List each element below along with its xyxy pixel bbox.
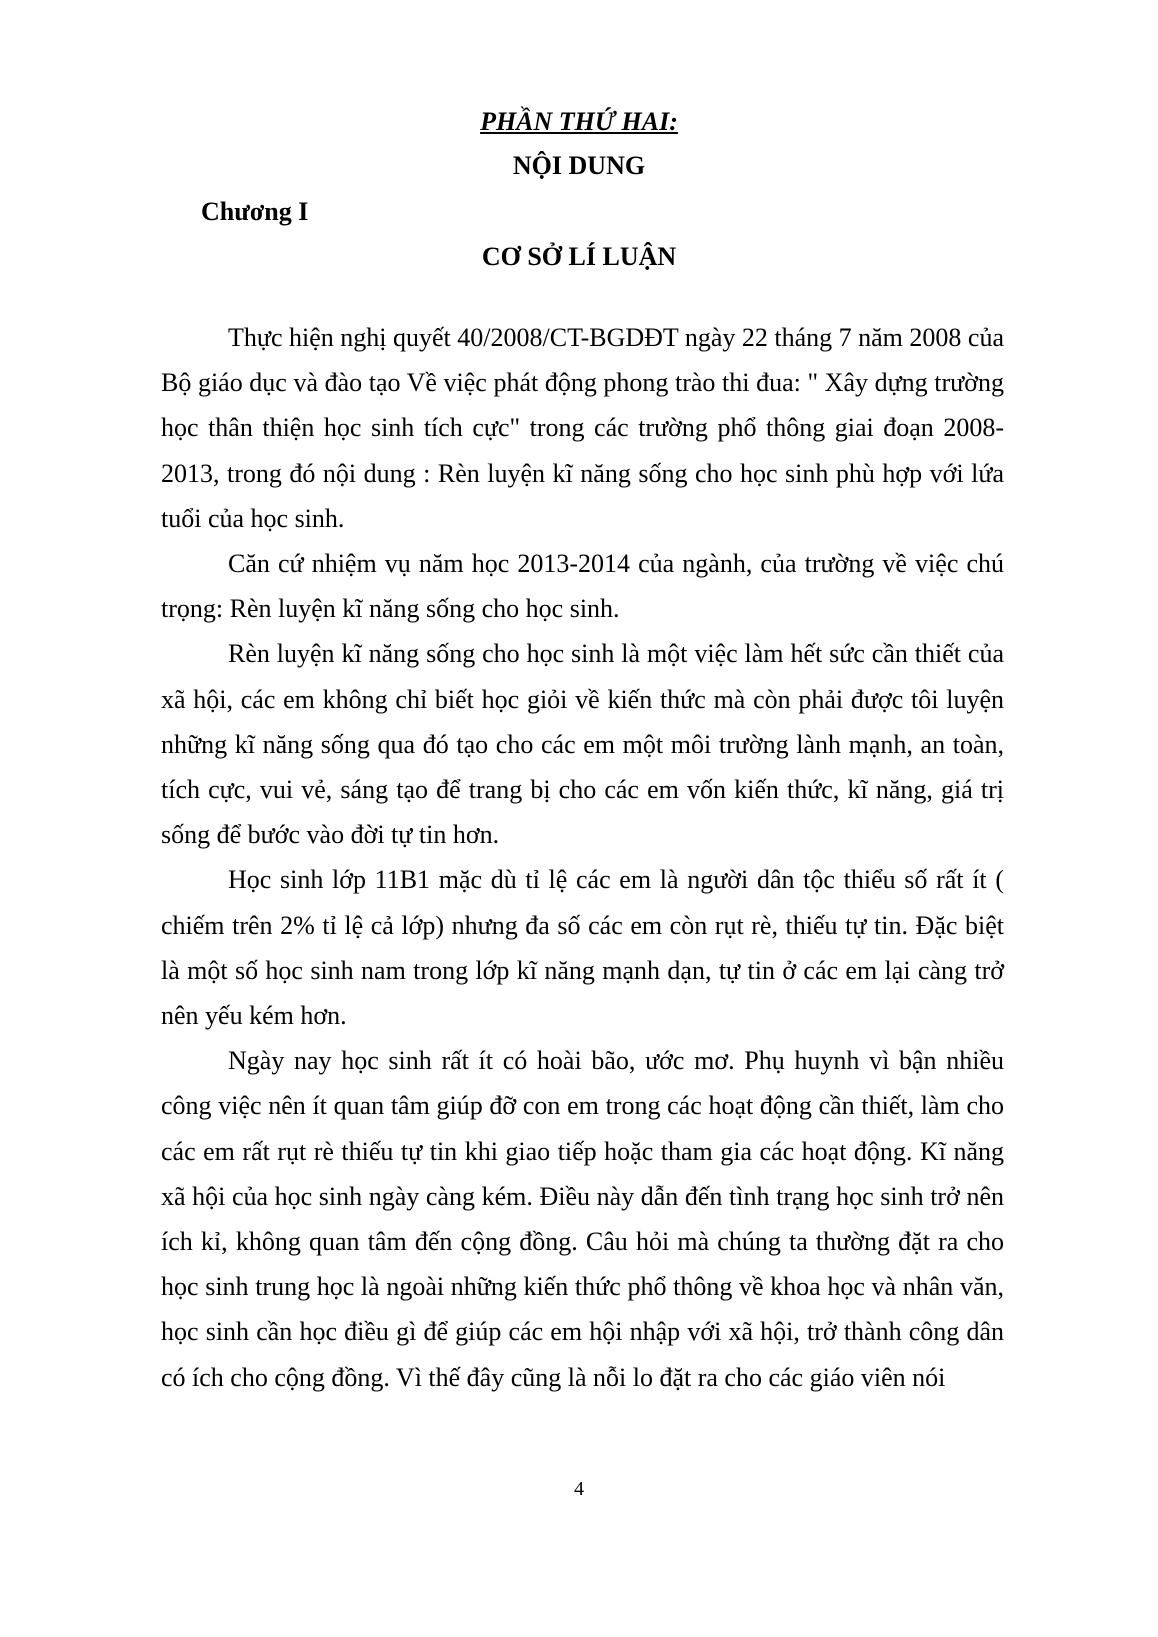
paragraph: Thực hiện nghị quyết 40/2008/CT-BGDĐT ngày 22 tháng 7 năm 2008 của Bộ giáo dục và đào tạo Về việc phát động phong trào thi đua: " Xây dựng trường học thân thiện học sinh tích cực" trong các trường phổ thông giai đoạn 2008-2013, trong đó nội dung : Rèn luyện kĩ năng sống cho học sinh phù hợp với lứa tuổi của học sinh. (161, 323, 1004, 533)
section-title: NỘI DUNG (512, 151, 646, 180)
body-text (161, 315, 1004, 1400)
paragraph: Căn cứ nhiệm vụ năm học 2013-2014 của ngành, của trường về việc chú trọng: Rèn luyện kĩ năng sống cho học sinh. (161, 549, 1004, 624)
chapter-title: CƠ SỞ LÍ LUẬN (481, 242, 677, 271)
part-title: PHẦN THỨ HAI: (480, 107, 678, 136)
chapter-heading: Chương I (201, 197, 309, 226)
page-number: 4 (574, 1478, 584, 1500)
paragraph: Rèn luyện kĩ năng sống cho học sinh là một việc làm hết sức cần thiết của xã hội, các em không chỉ biết học giỏi về kiến thức mà còn phải được tôi luyện những kĩ năng sống qua đó tạo cho các em một môi trường lành mạnh, an toàn, tích cực, vui vẻ, sáng tạo để trang bị cho các em vốn kiến thức, kĩ năng, giá trị sống để bước vào đời tự tin hơn. (161, 639, 1004, 850)
paragraph: Học sinh lớp 11B1 mặc dù tỉ lệ các em là người dân tộc thiểu số rất ít ( chiếm trên 2% tỉ lệ cả lớp) nhưng đa số các em còn rụt rè, thiếu tự tin. Đặc biệt là một số học sinh nam trong lớp kĩ năng mạnh dạn, tự tin ở các em lại càng trở nên yếu kém hơn. (161, 865, 1004, 1031)
paragraph: Ngày nay học sinh rất ít có hoài bão, ước mơ. Phụ huynh vì bận nhiều công việc nên ít quan tâm giúp đỡ con em trong các hoạt động cần thiết, làm cho các em rất rụt rè thiếu tự tin khi giao tiếp hoặc tham gia các hoạt động. Kĩ năng xã hội của học sinh ngày càng kém. Điều này dẫn đến tình trạng học sinh trở nên ích kỉ, không quan tâm đến cộng đồng. Câu hỏi mà chúng ta thường đặt ra cho học sinh trung học là ngoài những kiến thức phổ thông về khoa học và nhân văn, học sinh cần học điều gì để giúp các em hội nhập với xã hội, trở thành công dân có ích cho cộng đồng. Vì thế đây cũng là nỗi lo đặt ra cho các giáo viên nói (161, 1046, 1004, 1392)
